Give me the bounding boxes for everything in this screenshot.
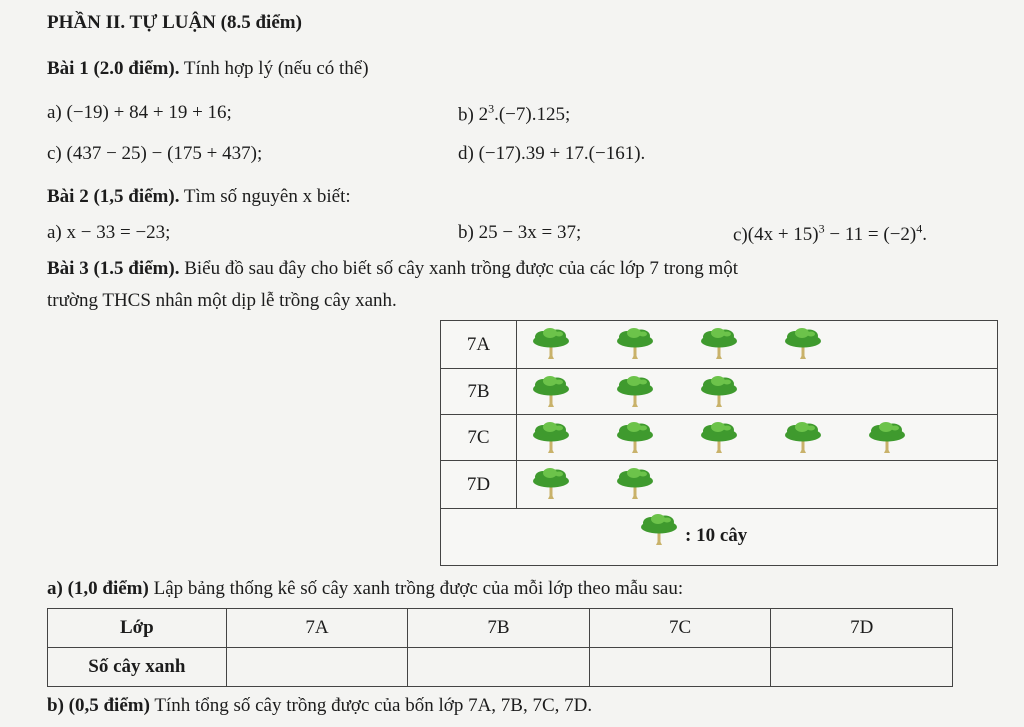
item-label: a) (47, 222, 62, 243)
exercise-2-label: Bài 2 (1,5 điểm). (47, 186, 180, 207)
question-a-label: a) (1,0 điểm) (47, 578, 149, 599)
exercise-2-instruction: Tìm số nguyên x biết: (179, 186, 351, 207)
exercise-1d (458, 143, 645, 165)
item-label: b) (458, 222, 474, 243)
exercise-3-title (47, 258, 738, 280)
tree-icon (783, 421, 823, 455)
table-header-row (48, 609, 953, 648)
question-b-label: b) (0,5 điểm) (47, 695, 150, 716)
table-header-cell: 7D (771, 609, 953, 648)
row-label: 7B (441, 369, 517, 414)
tree-icon (615, 467, 655, 501)
question-b (47, 695, 592, 717)
tree-icon (699, 327, 739, 361)
tree-icon (699, 421, 739, 455)
tree-icon (639, 513, 679, 547)
item-label: c) (47, 143, 62, 164)
exercise-1-title (47, 58, 369, 80)
exercise-2a (47, 222, 170, 244)
tree-icon (615, 327, 655, 361)
exercise-1-instruction: Tính hợp lý (nếu có thể) (179, 58, 369, 79)
pictograph (440, 320, 998, 566)
section-heading: PHẦN II. TỰ LUẬN (8.5 điểm) (47, 12, 302, 33)
question-a (47, 578, 683, 600)
item-label: c) (733, 224, 748, 246)
tree-icon (867, 421, 907, 455)
table-cell-empty[interactable] (408, 648, 590, 687)
exercise-1a (47, 102, 232, 124)
tree-icon (531, 327, 571, 361)
table-cell-empty[interactable] (226, 648, 408, 687)
table-header-cell: Lớp (48, 609, 227, 648)
expression: $(4x + 15)^3 - 11 = (-2)^4$. (747, 222, 927, 246)
tree-icon (531, 375, 571, 409)
statistics-table (47, 608, 953, 687)
row-label: 7D (441, 461, 517, 508)
expression: $2^3.(-7).125$; (478, 102, 571, 126)
table-cell-empty[interactable] (771, 648, 953, 687)
table-row (48, 648, 953, 687)
exercise-1-label: Bài 1 (2.0 điểm). (47, 58, 180, 79)
table-header-cell: 7C (589, 609, 771, 648)
exercise-3-instruction: Biểu đồ sau đây cho biết số cây xanh trồng được của các lớp 7 trong một (179, 258, 739, 279)
expression: (−19) + 84 + 19 + 16; (66, 102, 232, 123)
pictograph-row-7c (441, 415, 997, 461)
row-label: 7C (441, 415, 517, 460)
tree-icon (615, 375, 655, 409)
exercise-1b (458, 102, 570, 126)
question-a-text: Lập bảng thống kê số cây xanh trồng được của mỗi lớp theo mẫu sau: (148, 578, 684, 599)
tree-icon (531, 467, 571, 501)
question-b-text: Tính tổng số cây trồng được của bốn lớp 7A, 7B, 7C, 7D. (149, 695, 593, 716)
item-label: b) (458, 104, 474, 126)
pictograph-row-7d (441, 461, 997, 509)
pictograph-row-7b (441, 369, 997, 415)
table-header-cell: 7B (408, 609, 590, 648)
table-cell-empty[interactable] (589, 648, 771, 687)
expression: (−17).39 + 17.(−161). (478, 143, 646, 164)
tree-icon (699, 375, 739, 409)
exercise-2b (458, 222, 581, 244)
pictograph-row-7a (441, 321, 997, 369)
legend-text: : 10 cây (685, 525, 748, 546)
exercise-3-line2: trường THCS nhân một dịp lễ trồng cây xanh. (47, 290, 397, 311)
pictograph-legend (441, 509, 997, 565)
tree-icon (783, 327, 823, 361)
exercise-1c (47, 143, 262, 165)
tree-icon (615, 421, 655, 455)
table-header-cell: 7A (226, 609, 408, 648)
expression: (437 − 25) − (175 + 437); (66, 143, 263, 164)
tree-icon (531, 421, 571, 455)
exercise-2c (733, 222, 927, 246)
table-row-label: Số cây xanh (48, 648, 227, 687)
item-label: d) (458, 143, 474, 164)
expression: x − 33 = −23; (66, 222, 171, 243)
expression: 25 − 3x = 37; (478, 222, 582, 243)
row-label: 7A (441, 321, 517, 368)
item-label: a) (47, 102, 62, 123)
exercise-3-label: Bài 3 (1.5 điểm). (47, 258, 180, 279)
exercise-2-title (47, 186, 351, 208)
